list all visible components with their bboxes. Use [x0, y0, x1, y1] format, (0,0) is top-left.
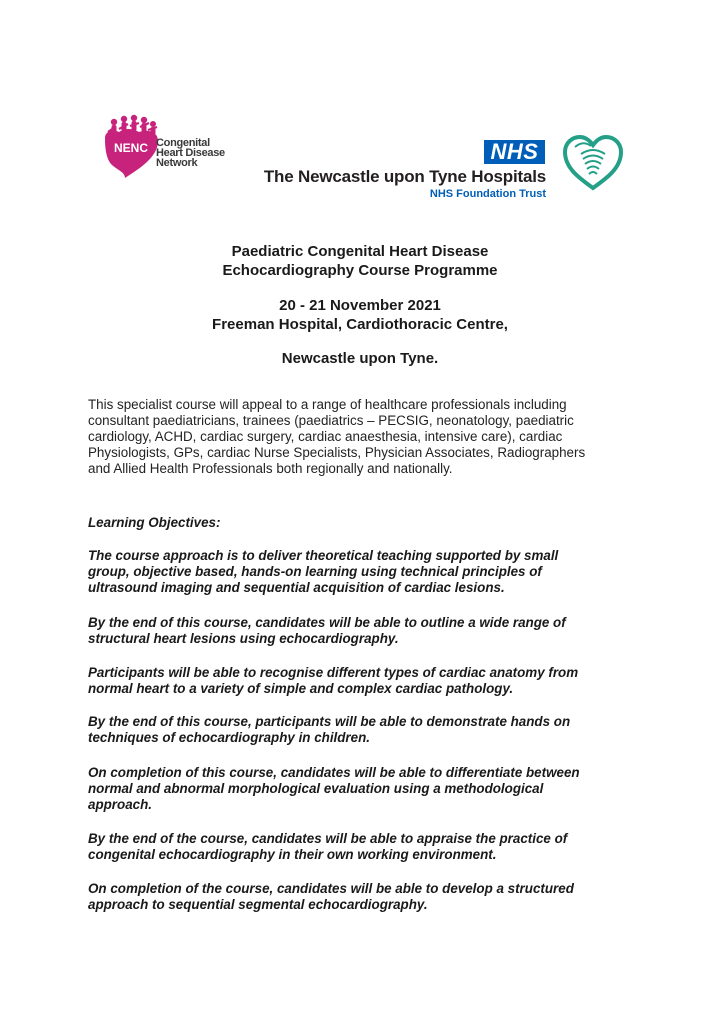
objective-line: approach.	[88, 797, 152, 812]
objective-line: On completion of the course, candidates will be able to develop a structured	[88, 881, 574, 896]
objective-line: techniques of echocardiography in children.	[88, 730, 370, 745]
objective-line: By the end of this course, candidates will be able to outline a wide range of	[88, 615, 566, 630]
nenc-heart-icon	[103, 114, 161, 180]
intro-line: This specialist course will appeal to a range of healthcare professionals including	[88, 397, 567, 412]
nenc-logo	[103, 114, 243, 184]
objective-7	[88, 881, 648, 913]
objective-line: normal heart to a variety of simple and complex cardiac pathology.	[88, 681, 514, 696]
intro-paragraph	[88, 397, 660, 477]
nhs-logo: NHS	[484, 140, 545, 164]
objective-line: congenital echocardiography in their own working environment.	[88, 847, 497, 862]
objective-line: On completion of this course, candidates will be able to differentiate between	[88, 765, 580, 780]
objective-line: group, objective based, hands-on learning using technical principles of	[88, 564, 542, 579]
objective-line: By the end of the course, candidates will be able to appraise the practice of	[88, 831, 568, 846]
objective-line: The course approach is to deliver theoretical teaching supported by small	[88, 548, 559, 563]
intro-line: and Allied Health Professionals both regionally and nationally.	[88, 461, 453, 476]
intro-line: consultant paediatricians, trainees (paediatrics – PECSIG, neonatology, paediatric	[88, 413, 574, 428]
intro-line: cardiology, ACHD, cardiac surgery, cardiac anaesthesia, intensive care), cardiac	[88, 429, 563, 444]
course-venue: Freeman Hospital, Cardiothoracic Centre,	[212, 316, 508, 333]
trust-heart-icon	[561, 134, 625, 192]
course-title-line-2: Echocardiography Course Programme	[222, 262, 498, 279]
course-city: Newcastle upon Tyne.	[281, 350, 439, 367]
objective-2	[88, 615, 648, 647]
nenc-wordmark	[156, 138, 225, 168]
objective-4	[88, 714, 648, 746]
objective-line: normal and abnormal morphological evaluation using a methodological	[88, 781, 544, 796]
course-dates: 20 - 21 November 2021	[279, 297, 441, 314]
trust-name: The Newcastle upon Tyne Hospitals	[263, 167, 546, 186]
nenc-badge-text: NENC	[113, 141, 149, 155]
nenc-line-3: Network	[156, 157, 198, 169]
objective-line: ultrasound imaging and sequential acquisition of cardiac lesions.	[88, 580, 505, 595]
objective-line: structural heart lesions using echocardiography.	[88, 631, 399, 646]
intro-line: Physiologists, GPs, cardiac Nurse Specialists, Physician Associates, Radiographers	[88, 445, 586, 460]
course-title-line-1: Paediatric Congenital Heart Disease	[231, 243, 489, 260]
objective-3	[88, 665, 648, 697]
objective-line: approach to sequential segmental echocardiography.	[88, 897, 428, 912]
objective-6	[88, 831, 648, 863]
objective-1	[88, 548, 648, 596]
objective-line: Participants will be able to recognise different types of cardiac anatomy from	[88, 665, 579, 680]
trust-subtitle: NHS Foundation Trust	[429, 188, 546, 200]
objective-5	[88, 765, 648, 813]
objective-line: By the end of this course, participants will be able to demonstrate hands on	[88, 714, 571, 729]
objectives-heading: Learning Objectives:	[88, 515, 221, 530]
nenc-line-1: Congenital	[156, 137, 210, 149]
nenc-line-2: Heart Disease	[156, 147, 225, 159]
